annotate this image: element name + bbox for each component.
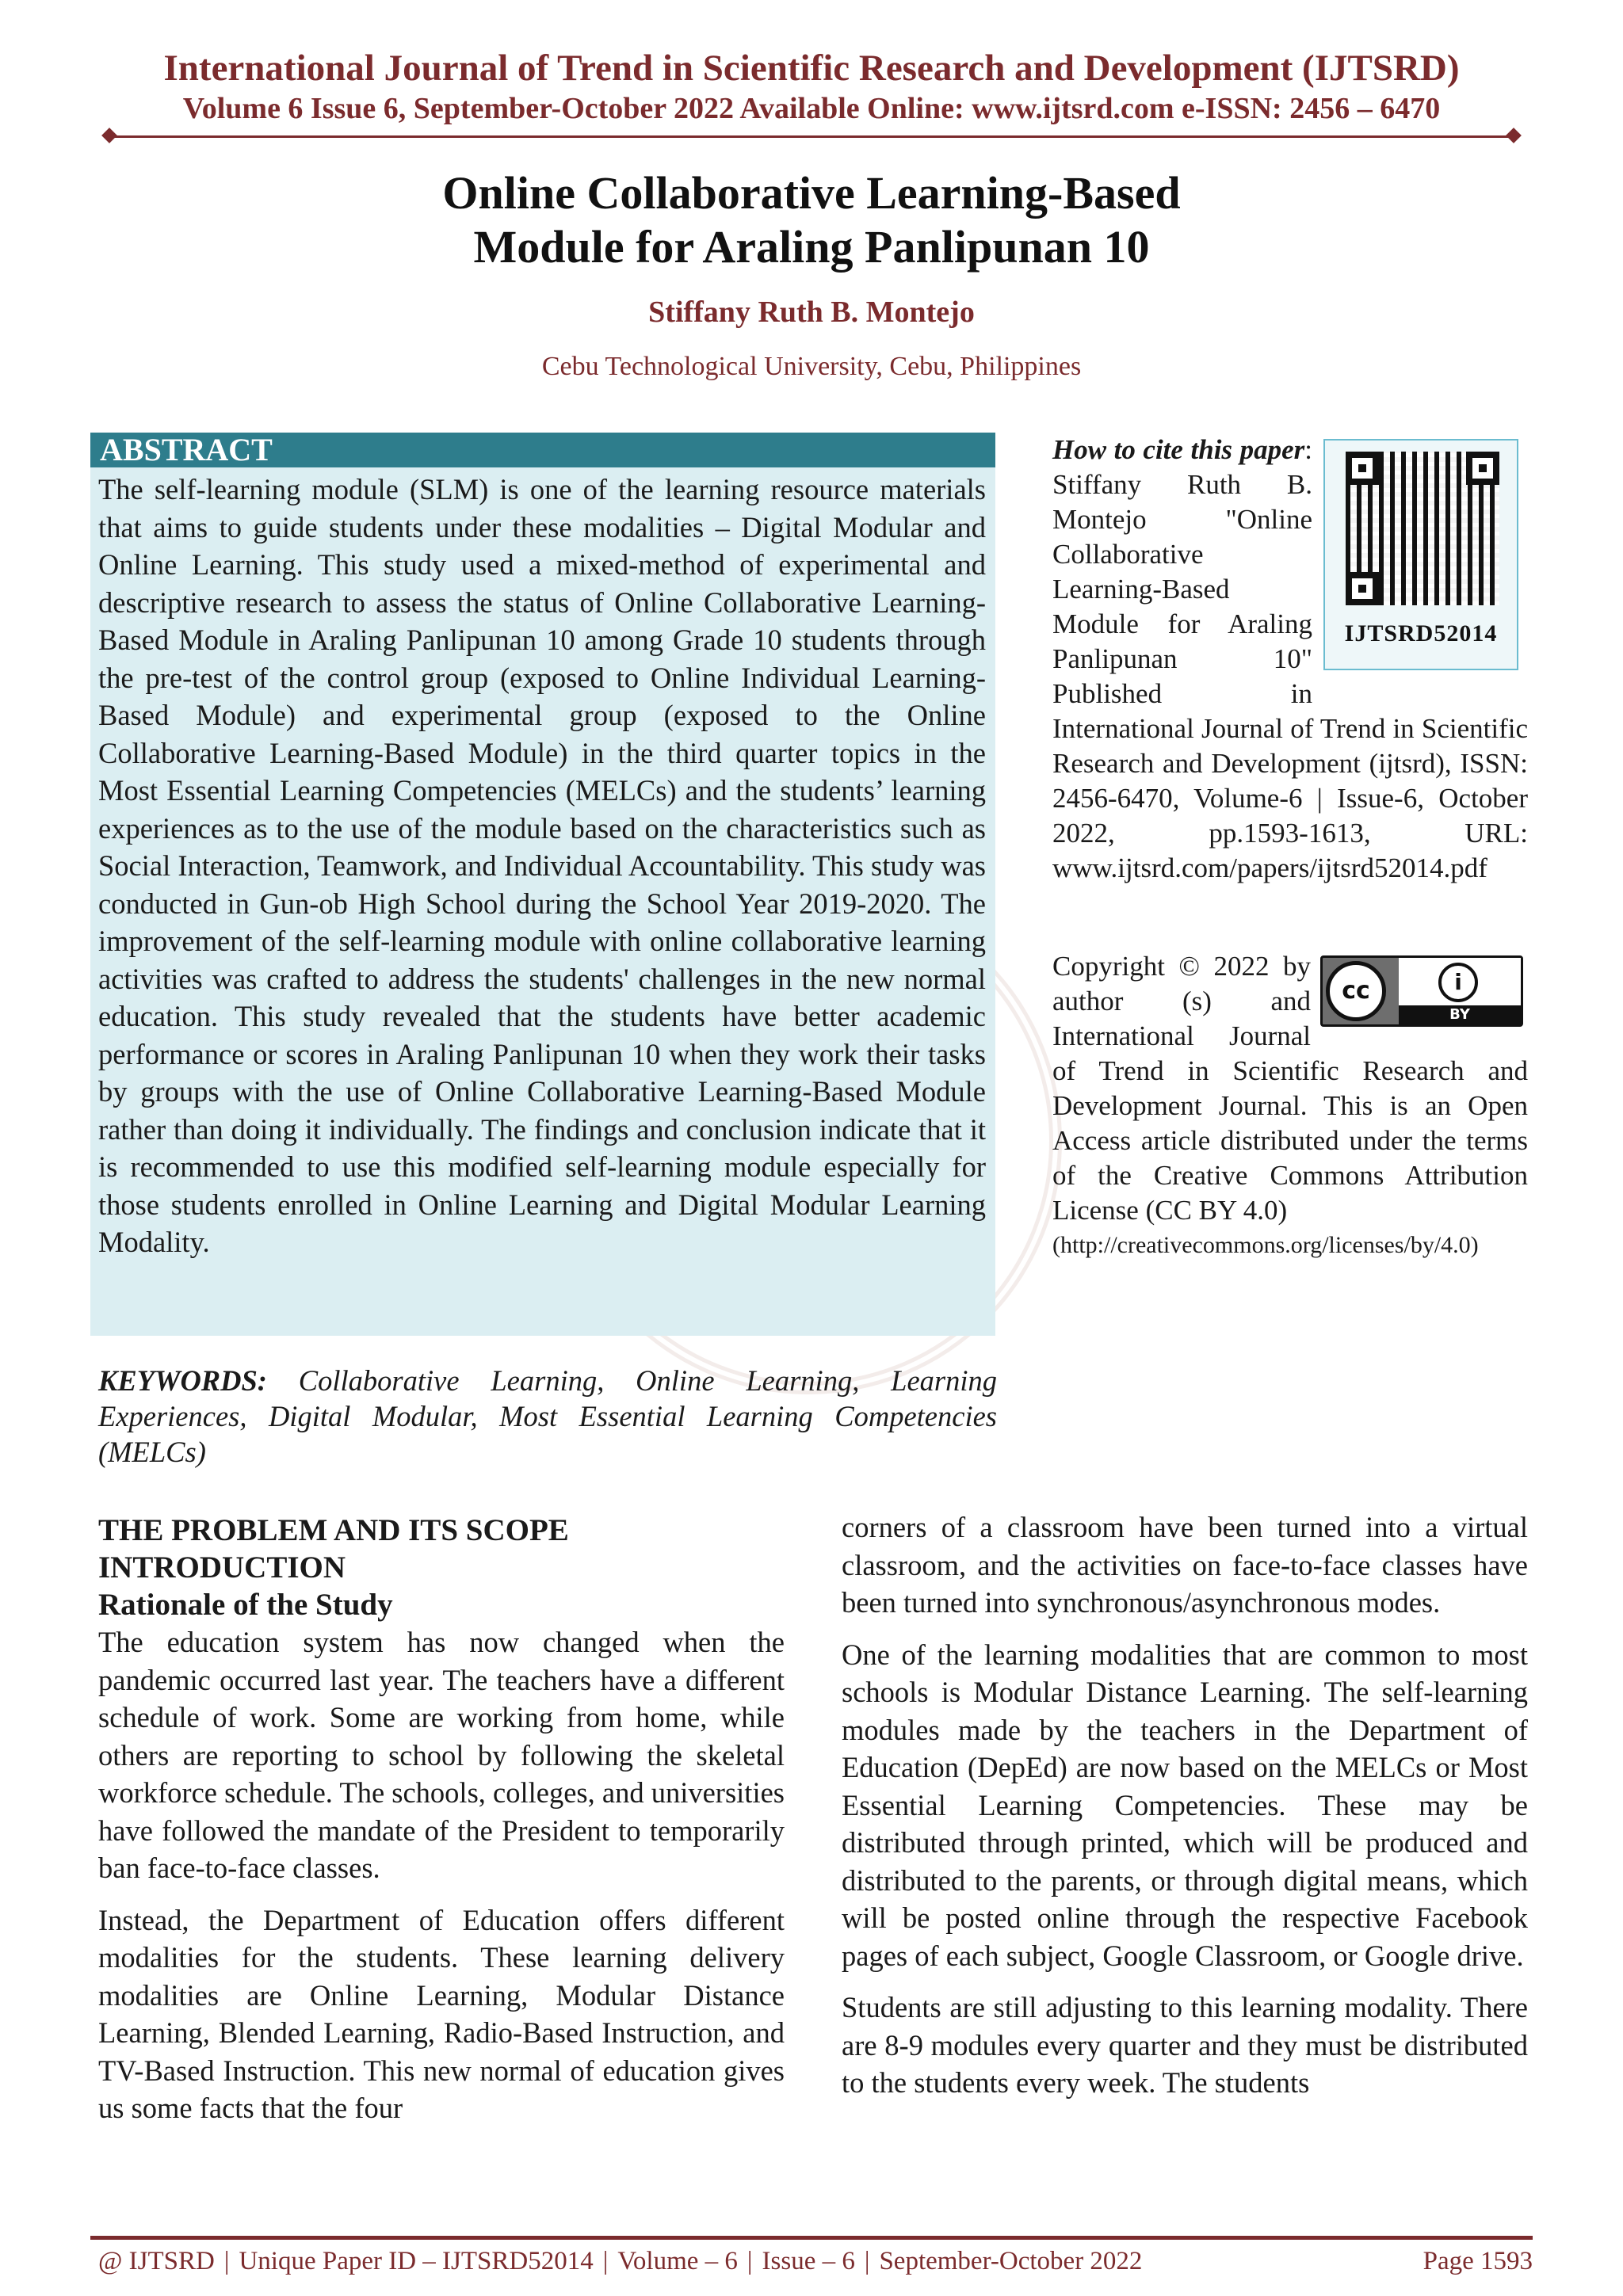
author-name: Stiffany Ruth B. Montejo (648, 296, 975, 329)
footer-volume: Volume – 6 (617, 2247, 738, 2275)
cc-by-label: BY (1399, 1005, 1521, 1024)
keywords (98, 1363, 997, 1470)
cc-by-panel (1399, 958, 1521, 1024)
subsection-heading: Rationale of the Study (98, 1588, 393, 1622)
header-rule (109, 135, 1514, 138)
citation-label: How to cite this paper (1052, 434, 1305, 465)
cc-icon: cc (1326, 961, 1386, 1021)
paper-title-line-2: Module for Araling Panlipunan 10 (473, 221, 1150, 273)
qr-finder-icon (1346, 452, 1379, 485)
paper-title-line-1: Online Collaborative Learning-Based (442, 167, 1181, 219)
person-icon: i (1438, 963, 1478, 1002)
qr-finder-icon (1466, 452, 1499, 485)
keywords-text: Collaborative Learning, Online Learning, Learning Experiences, Digital Modular, Most Essential Learning Competencies (MELCs) (98, 1364, 997, 1468)
body-column-right (842, 1508, 1528, 2116)
page-number: Page 1593 (1423, 2247, 1533, 2275)
footer-rule (90, 2236, 1533, 2240)
qr-paper-id: IJTSRD52014 (1344, 620, 1498, 646)
cc-by-license-icon[interactable] (1320, 955, 1523, 1027)
author-affiliation: Cebu Technological University, Cebu, Philippines (541, 352, 1082, 381)
section-heading: INTRODUCTION (98, 1550, 346, 1585)
footer-issue: Issue – 6 (762, 2247, 855, 2275)
section-heading: THE PROBLEM AND ITS SCOPE (98, 1513, 569, 1547)
footer-separator: | (602, 2247, 609, 2275)
footer-info (98, 2247, 1142, 2276)
paragraph: Instead, the Department of Education offers different modalities for the students. These learning delivery modalities are Online Learning, Modular Distance Learning, Blended Learning, Radio-Based Instruction, and TV-Based Instruction. This new normal of education gives us some facts that the four (98, 1903, 785, 2124)
copyright-text: Copyright © 2022 by author (s) and International Journal of Trend in Scientific Research and Development Journal. This is an Open Access article distributed under the terms of the Creative Commons Attribution License (CC BY 4.0) (1052, 951, 1528, 1226)
paragraph: Students are still adjusting to this learning modality. There are 8-9 modules every quarter and they must be distributed to the students every week. The students (842, 1991, 1528, 2099)
keywords-label: KEYWORDS: (98, 1364, 267, 1397)
footer-separator: | (747, 2247, 753, 2275)
footer-date: September-October 2022 (879, 2247, 1143, 2275)
journal-issue-line: Volume 6 Issue 6, September-October 2022 Available Online: www.ijtsrd.com e-ISSN: 2456 – 6470 (182, 92, 1441, 125)
abstract-heading: ABSTRACT (90, 433, 995, 467)
citation-text: : Stiffany Ruth B. Montejo "Online Collaborative Learning-Based Module for Araling Panlipunan 10" Published in International Journal of Trend in Scientific Research and Development (ijtsrd), ISSN: 2456-6470, Volume-6 | Issue-6, October 2022, pp.1593-1613, URL: www.ijtsrd.com/papers/ijtsrd52014.pdf (1052, 434, 1528, 883)
body-column-left (98, 1512, 785, 2142)
footer-separator: | (223, 2247, 230, 2275)
license-url[interactable]: (http://creativecommons.org/licenses/by/4.0) (1052, 1232, 1479, 1258)
paragraph: corners of a classroom have been turned into a virtual classroom, and the activities on face-to-face classes have been turned into synchronous/asynchronous modes. (842, 1511, 1528, 1619)
qr-card-wrapper (1323, 439, 1528, 677)
abstract-text: The self-learning module (SLM) is one of the learning resource materials that aims to guide students under these modalities – Digital Modular and Online Learning. This study used a mixed-method of experimental and descriptive research to assess the status of Online Collaborative Learning-Based Module in Araling Panlipunan 10 among Grade 10 students through the pre-test of the control group (exposed to Online Individual Learning-Based Module) and experimental group (exposed to the Online Collaborative Learning-Based Module) in the third quarter topics in the Most Essential Learning Competencies (MELCs) and the students’ learning experiences as to the use of the module based on the characteristics such as Social Interaction, Teamwork, and Individual Accountability. This study was conducted in Gun-ob High School during the School Year 2019-2020. The improvement of the self-learning module with online collaborative learning activities was crafted to address the students' challenges in the new normal education. This study revealed that the students have better academic performance or scores in Araling Panlipunan 10 when they work their tasks by groups with the use of Online Collaborative Learning-Based Module rather than doing it individually. The findings and conclusion indicate that it is recommended to use this modified self-learning module especially for those students enrolled in Online Learning and Digital Modular Learning Modality. (98, 473, 986, 1258)
paragraph: One of the learning modalities that are common to most schools is Modular Distance Learning. The self-learning modules made by the teachers in the Department of Education (DepEd) are now based on the MELCs or Most Essential Learning Competencies. These may be distributed through printed, which will be produced and distributed to the parents, or through digital means, which will be posted online through the respective Facebook pages of each subject, Google Classroom, or Google drive. (842, 1638, 1528, 1972)
footer-publisher: @ IJTSRD (98, 2247, 215, 2275)
paper-title (0, 166, 1623, 274)
qr-finder-icon (1346, 572, 1379, 605)
qr-card[interactable] (1323, 439, 1518, 670)
page-footer (98, 2247, 1533, 2276)
rule-diamond-left (101, 128, 117, 143)
paragraph: The education system has now changed when the pandemic occurred last year. The teachers have a different schedule of work. Some are working from home, while others are reporting to school by following the skeletal workforce schedule. The schools, colleges, and universities have followed the mandate of the President to temporarily ban face-to-face classes. (98, 1626, 785, 1884)
cc-license-wrapper (1320, 955, 1528, 1032)
journal-title: International Journal of Trend in Scientific Research and Development (IJTSRD) (163, 48, 1460, 89)
citation-block (1052, 433, 1528, 886)
footer-paper-id: Unique Paper ID – IJTSRD52014 (239, 2247, 594, 2275)
rule-diamond-right (1506, 128, 1522, 143)
copyright-block (1052, 949, 1528, 1263)
footer-separator: | (864, 2247, 870, 2275)
qr-code-icon (1346, 452, 1499, 605)
